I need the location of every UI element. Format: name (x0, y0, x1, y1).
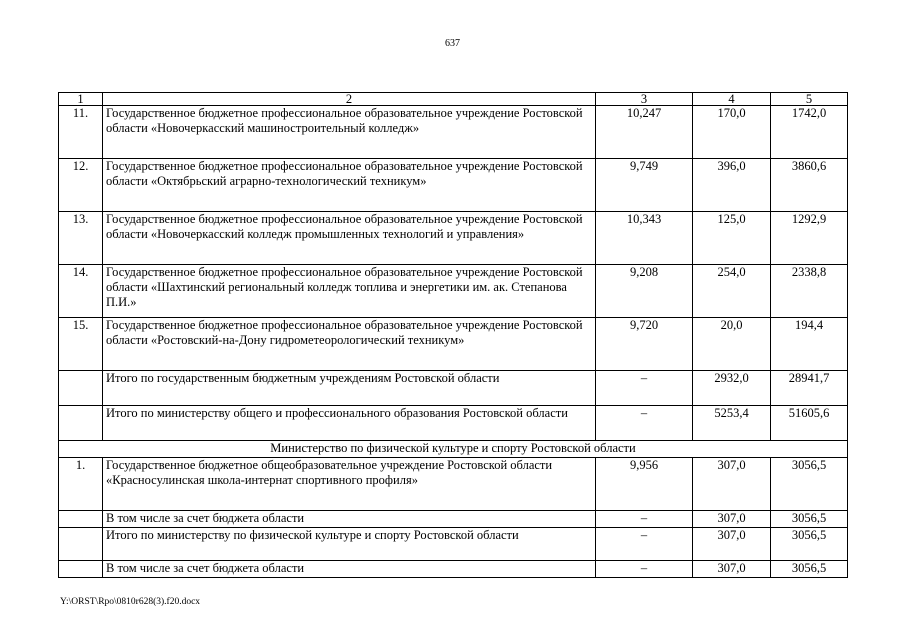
row-number: 12. (59, 159, 103, 212)
total-row (59, 406, 848, 441)
total-ministry-label: Итого по министерству общего и профессионального образования Ростовской области (103, 406, 596, 441)
col4-value: 254,0 (693, 265, 771, 318)
incl-budget-label: В том числе за счет бюджета области (103, 511, 596, 528)
header-col-4: 4 (693, 93, 771, 106)
col4-value: 20,0 (693, 318, 771, 371)
incl-budget-c4: 307,0 (693, 511, 771, 528)
row-number: 11. (59, 106, 103, 159)
total-sport-c5: 3056,5 (771, 528, 848, 561)
col4-value: 396,0 (693, 159, 771, 212)
table-row (59, 106, 848, 159)
row-number: 1. (59, 458, 103, 511)
section-row (59, 441, 848, 458)
institution-name: Государственное бюджетное профессиональное образовательное учреждение Ростовской области «Новочеркасский машиностроительный колледж» (103, 106, 596, 159)
col5-value: 3056,5 (771, 458, 848, 511)
incl-budget-label: В том числе за счет бюджета области (103, 561, 596, 578)
data-table (58, 92, 848, 578)
total-sport-c3: – (596, 528, 693, 561)
subtotal-row (59, 561, 848, 578)
section-title: Министерство по физической культуре и спорту Ростовской области (59, 441, 848, 458)
institution-name: Государственное бюджетное профессиональное образовательное учреждение Ростовской области «Новочеркасский колледж промышленных технологий и управления» (103, 212, 596, 265)
total-budget-label: Итого по государственным бюджетным учреждениям Ростовской области (103, 371, 596, 406)
total-budget-c5: 28941,7 (771, 371, 848, 406)
total-row (59, 371, 848, 406)
header-col-3: 3 (596, 93, 693, 106)
col5-value: 1742,0 (771, 106, 848, 159)
table-row (59, 318, 848, 371)
col5-value: 194,4 (771, 318, 848, 371)
table-header-row (59, 93, 848, 106)
total-ministry-c4: 5253,4 (693, 406, 771, 441)
coefficient-value: 9,749 (596, 159, 693, 212)
coefficient-value: 9,720 (596, 318, 693, 371)
col5-value: 2338,8 (771, 265, 848, 318)
total-budget-c3: – (596, 371, 693, 406)
row-number: 13. (59, 212, 103, 265)
institution-name: Государственное бюджетное профессиональное образовательное учреждение Ростовской области «Ростовский-на-Дону гидрометеорологический техникум» (103, 318, 596, 371)
coefficient-value: 10,343 (596, 212, 693, 265)
col5-value: 1292,9 (771, 212, 848, 265)
coefficient-value: 10,247 (596, 106, 693, 159)
incl-budget-c3: – (596, 561, 693, 578)
total-sport-label: Итого по министерству по физической культуре и спорту Ростовской области (103, 528, 596, 561)
total-row (59, 528, 848, 561)
col4-value: 307,0 (693, 458, 771, 511)
table-row (59, 159, 848, 212)
incl-budget-c5: 3056,5 (771, 511, 848, 528)
total-ministry-c3: – (596, 406, 693, 441)
header-col-2: 2 (103, 93, 596, 106)
coefficient-value: 9,956 (596, 458, 693, 511)
col4-value: 125,0 (693, 212, 771, 265)
row-number: 14. (59, 265, 103, 318)
institution-name: Государственное бюджетное профессиональное образовательное учреждение Ростовской области «Шахтинский региональный колледж топлива и энергетики им. ак. Степанова П.И.» (103, 265, 596, 318)
table-row (59, 265, 848, 318)
col5-value: 3860,6 (771, 159, 848, 212)
coefficient-value: 9,208 (596, 265, 693, 318)
incl-budget-c3: – (596, 511, 693, 528)
table-row (59, 458, 848, 511)
total-budget-c4: 2932,0 (693, 371, 771, 406)
page-number: 637 (445, 38, 460, 49)
header-col-5: 5 (771, 93, 848, 106)
subtotal-row (59, 511, 848, 528)
institution-name: Государственное бюджетное профессиональное образовательное учреждение Ростовской области «Октябрьский аграрно-технологический техникум» (103, 159, 596, 212)
header-col-1: 1 (59, 93, 103, 106)
file-path-footer: Y:\ORST\Rpo\0810r628(3).f20.docx (60, 597, 201, 607)
incl-budget-c4: 307,0 (693, 561, 771, 578)
table-row (59, 212, 848, 265)
row-number: 15. (59, 318, 103, 371)
col4-value: 170,0 (693, 106, 771, 159)
total-ministry-c5: 51605,6 (771, 406, 848, 441)
institution-name: Государственное бюджетное общеобразовательное учреждение Ростовской области «Красносулинская школа-интернат спортивного профиля» (103, 458, 596, 511)
total-sport-c4: 307,0 (693, 528, 771, 561)
incl-budget-c5: 3056,5 (771, 561, 848, 578)
